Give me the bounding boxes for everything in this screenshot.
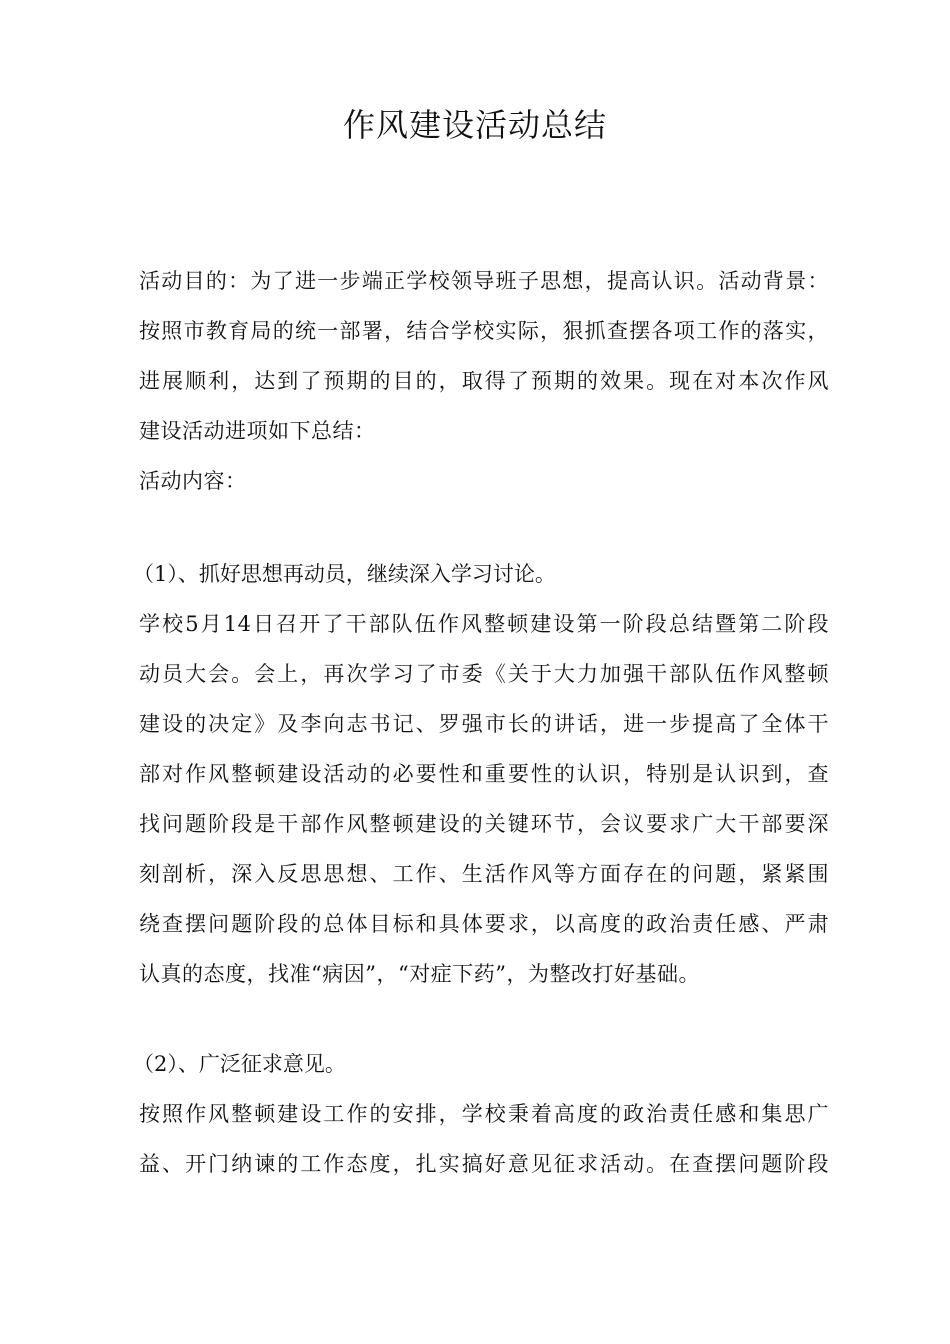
intro-line: 按照市教育局的统一部署，结合学校实际，狠抓查摆各项工作的落实， <box>139 319 829 343</box>
section-2-line: 益、开门纳谏的工作态度，扎实搞好意见征求活动。在查摆问题阶段 <box>139 1152 829 1176</box>
spacer <box>139 999 829 1039</box>
intro-line: 活动目的：为了进一步端正学校领导班子思想，提高认识。活动背景： <box>139 269 829 293</box>
section-1-line: 动员大会。会上，再次学习了市委《关于大力加强干部队伍作风整顿 <box>139 662 829 686</box>
spacer <box>139 506 829 549</box>
section-1-line: 找问题阶段是干部作风整顿建设的关键环节，会议要求广大干部要深 <box>139 812 829 836</box>
intro-line: 建设活动进项如下总结： <box>139 419 376 443</box>
section-1-line: 绕查摆问题阶段的总体目标和具体要求，以高度的政治责任感、严肃 <box>139 912 829 936</box>
content-label: 活动内容： <box>139 469 247 493</box>
section-1-line: 认真的态度，找准“病因”，“对症下药”，为整改打好基础。 <box>139 962 700 986</box>
section-1-line: 部对作风整顿建设活动的必要性和重要性的认识，特别是认识到，查 <box>139 762 829 786</box>
section-1-heading: （1）、抓好思想再动员，继续深入学习讨论。 <box>133 562 556 586</box>
section-1-line: 学校5月14日召开了干部队伍作风整顿建设第一阶段总结暨第二阶段 <box>139 612 829 636</box>
section-2-line: 按照作风整顿建设工作的安排，学校秉着高度的政治责任感和集思广 <box>139 1102 829 1126</box>
intro-line: 进展顺利，达到了预期的目的，取得了预期的效果。现在对本次作风 <box>139 369 829 393</box>
document-body <box>133 256 829 1189</box>
document-title: 作风建设活动总结 <box>342 106 607 144</box>
section-1-line: 建设的决定》及李向志书记、罗强市长的讲话，进一步提高了全体干 <box>139 712 829 736</box>
section-2-heading: （2）、广泛征求意见。 <box>133 1052 346 1076</box>
section-1-line: 刻剖析，深入反思思想、工作、生活作风等方面存在的问题，紧紧围 <box>139 862 829 886</box>
